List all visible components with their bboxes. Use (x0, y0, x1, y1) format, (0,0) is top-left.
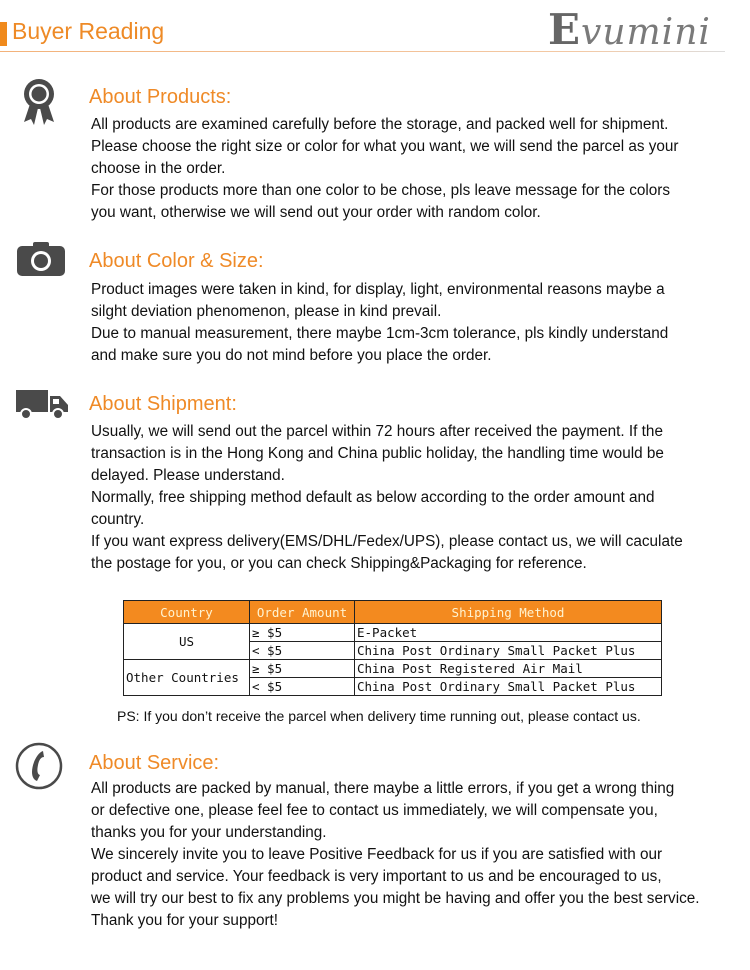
column-header: Country (124, 601, 250, 624)
table-header-row (124, 601, 662, 624)
text-line: Usually, we will send out the parcel within 72 hours after received the payment. If the (91, 423, 663, 440)
text-line: Due to manual measurement, there maybe 1cm-3cm tolerance, pls kindly understand (91, 325, 669, 342)
section-title: About Service: (89, 752, 220, 774)
table-row (124, 624, 662, 642)
section-body (91, 778, 700, 932)
text-line: Thank you for your support! (91, 912, 279, 929)
text-line: All products are packed by manual, there maybe a little errors, if you get a wrong thing (91, 780, 675, 797)
text-line: and make sure you do not mind before you place the order. (91, 347, 492, 364)
camera-icon (17, 242, 65, 276)
column-header: Shipping Method (355, 601, 662, 624)
text-line: All products are examined carefully before the storage, and packed well for shipment. (91, 116, 669, 133)
method-cell: E-Packet (355, 624, 662, 642)
amount-cell: < $5 (250, 678, 355, 696)
section-title: About Shipment: (89, 393, 237, 415)
method-cell: China Post Ordinary Small Packet Plus (355, 642, 662, 660)
text-line: If you want express delivery(EMS/DHL/Fedex/UPS), please contact us, we will caculate (91, 533, 683, 550)
text-line: silght deviation phenomenon, please in kind prevail. (91, 303, 442, 320)
phone-icon (15, 742, 63, 790)
shipping-table (123, 600, 662, 696)
text-line: choose in the order. (91, 160, 226, 177)
method-cell: China Post Registered Air Mail (355, 660, 662, 678)
method-cell: China Post Ordinary Small Packet Plus (355, 678, 662, 696)
text-line: thanks you for your understanding. (91, 824, 327, 841)
award-ribbon-icon (22, 78, 56, 126)
text-line: delayed. Please understand. (91, 467, 285, 484)
amount-cell: ≥ $5 (250, 660, 355, 678)
page-title: Buyer Reading (12, 18, 165, 44)
section-body (91, 279, 668, 367)
section-title: About Color & Size: (89, 250, 264, 272)
header-accent-bar (0, 22, 7, 46)
amount-cell: ≥ $5 (250, 624, 355, 642)
text-line: For those products more than one color to be chose, pls leave message for the colors (91, 182, 671, 199)
text-line: or defective one, please feel fee to contact us immediately, we will compensate you, (91, 802, 658, 819)
column-header: Order Amount (250, 601, 355, 624)
text-line: product and service. Your feedback is very important to us and be encouraged to us, (91, 868, 662, 885)
text-line: we will try our best to fix any problems you might be having and offer you the best service. (91, 890, 700, 907)
text-line: Product images were taken in kind, for display, light, environmental reasons maybe a (91, 281, 665, 298)
section-body (91, 421, 683, 575)
text-line: We sincerely invite you to leave Positive Feedback for us if you are satisfied with our (91, 846, 663, 863)
country-cell: Other Countries (124, 660, 250, 696)
truck-icon (16, 388, 68, 420)
ps-note: PS: If you don’t receive the parcel when delivery time running out, please contact us. (117, 708, 641, 724)
text-line: the postage for you, or you can check Shipping&Packaging for reference. (91, 555, 587, 572)
text-line: transaction is in the Hong Kong and China public holiday, the handling time would be (91, 445, 664, 462)
amount-cell: < $5 (250, 642, 355, 660)
text-line: Normally, free shipping method default as below according to the order amount and (91, 489, 655, 506)
section-title: About Products: (89, 86, 232, 108)
text-line: country. (91, 511, 145, 528)
country-cell: US (124, 624, 250, 660)
section-body (91, 114, 679, 224)
text-line: Please choose the right size or color for what you want, we will send the parcel as your (91, 138, 679, 155)
text-line: you want, otherwise we will send out your order with random color. (91, 204, 541, 221)
table-row (124, 660, 662, 678)
brand-logo: Evumini (548, 5, 711, 54)
